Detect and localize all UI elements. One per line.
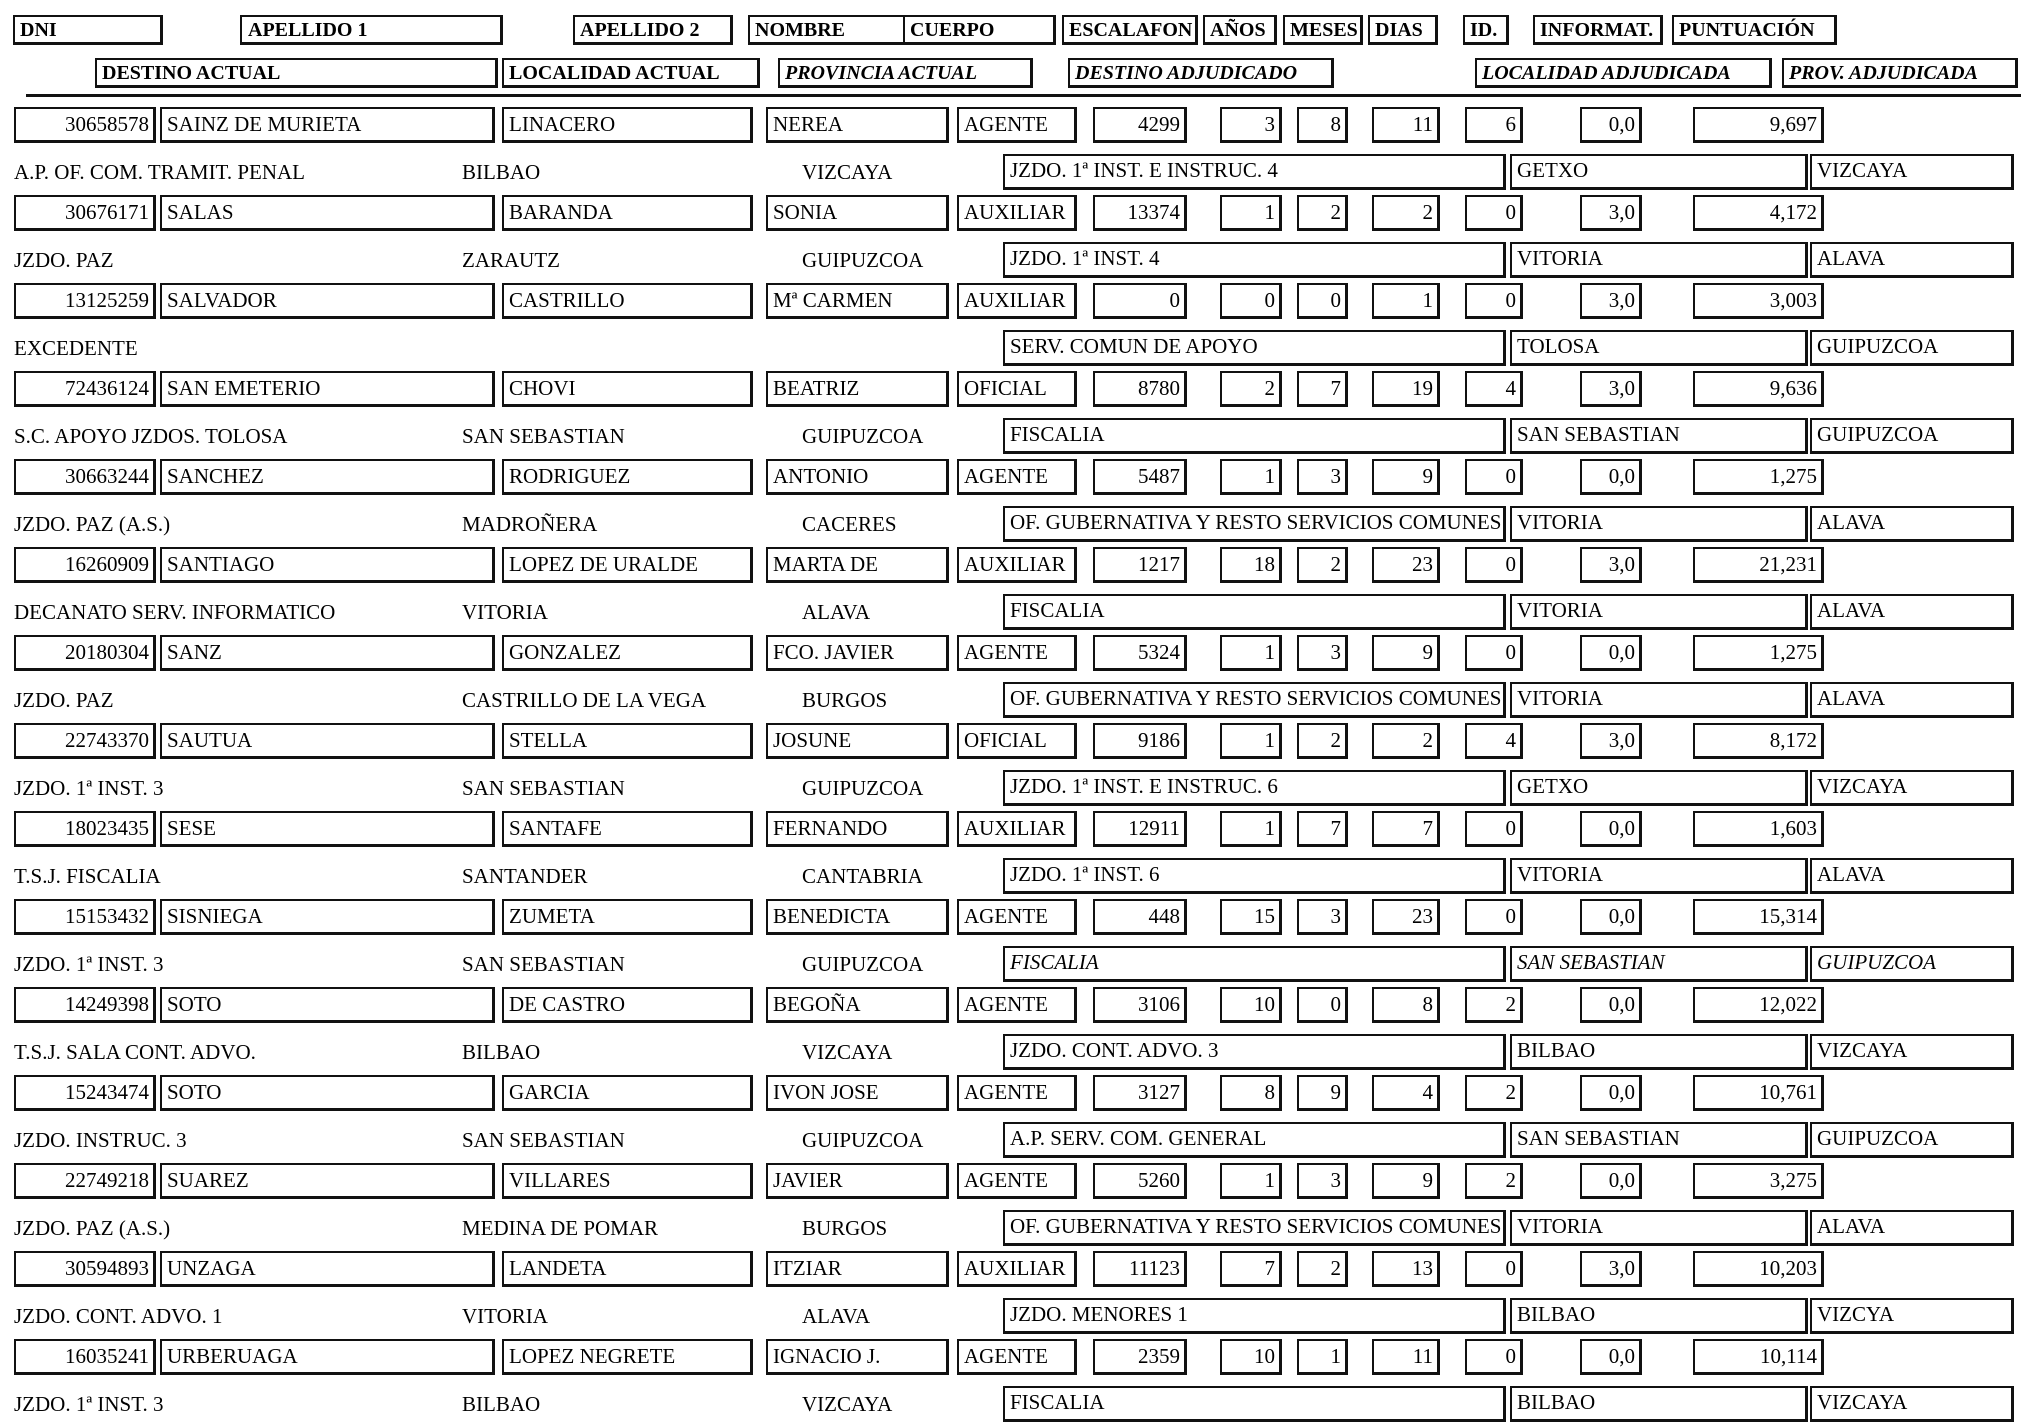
field-anos: 10 (1220, 1339, 1282, 1375)
field-dias: 11 (1372, 107, 1440, 143)
field-puntuacion: 15,314 (1693, 899, 1824, 935)
field-escalafon: 8780 (1093, 371, 1187, 407)
field-prov-adjudicada: ALAVA (1810, 858, 2014, 894)
text-destino-actual: JZDO. PAZ (A.S.) (14, 1216, 171, 1240)
field-localidad-adjudicada: SAN SEBASTIAN (1510, 1122, 1808, 1158)
field-informat: 3,0 (1580, 195, 1642, 231)
field-destino-adjudicado: A.P. SERV. COM. GENERAL (1003, 1122, 1506, 1158)
field-apellido2: LOPEZ DE URALDE (502, 547, 753, 583)
field-escalafon: 3127 (1093, 1075, 1187, 1111)
text-localidad-actual: MEDINA DE POMAR (462, 1216, 659, 1240)
field-apellido2: RODRIGUEZ (502, 459, 753, 495)
field-prov-adjudicada: ALAVA (1810, 506, 2014, 542)
field-nombre: IVON JOSE (766, 1075, 949, 1111)
text-provincia-actual: CANTABRIA (802, 864, 923, 888)
field-prov-adjudicada: ALAVA (1810, 594, 2014, 630)
field-anos: 1 (1220, 195, 1282, 231)
field-apellido2: GONZALEZ (502, 635, 753, 671)
field-informat: 0,0 (1580, 635, 1642, 671)
field-apellido1: SUAREZ (160, 1163, 495, 1199)
field-anos: 1 (1220, 723, 1282, 759)
text-provincia-actual: VIZCAYA (802, 160, 893, 184)
field-anos: 0 (1220, 283, 1282, 319)
field-escalafon: 448 (1093, 899, 1187, 935)
field-apellido1: SOTO (160, 987, 495, 1023)
field-meses: 8 (1297, 107, 1348, 143)
header-cuerpo: CUERPO (903, 15, 1056, 45)
field-informat: 3,0 (1580, 1251, 1642, 1287)
field-dni: 13125259 (14, 283, 156, 319)
field-dni: 22743370 (14, 723, 156, 759)
field-cuerpo: AGENTE (957, 635, 1077, 671)
header-escalafon: ESCALAFON (1062, 15, 1198, 45)
text-localidad-actual: ZARAUTZ (462, 248, 560, 272)
field-meses: 2 (1297, 547, 1348, 583)
field-dias: 9 (1372, 459, 1440, 495)
field-dias: 8 (1372, 987, 1440, 1023)
field-anos: 1 (1220, 635, 1282, 671)
field-localidad-adjudicada: VITORIA (1510, 594, 1808, 630)
field-cuerpo: OFICIAL (957, 723, 1077, 759)
field-apellido2: LOPEZ NEGRETE (502, 1339, 753, 1375)
field-dni: 16260909 (14, 547, 156, 583)
field-destino-adjudicado: JZDO. 1ª INST. 6 (1003, 858, 1506, 894)
field-localidad-adjudicada: BILBAO (1510, 1034, 1808, 1070)
field-localidad-adjudicada: BILBAO (1510, 1386, 1808, 1422)
field-destino-adjudicado: JZDO. MENORES 1 (1003, 1298, 1506, 1334)
text-destino-actual: JZDO. 1ª INST. 3 (14, 1392, 164, 1416)
field-puntuacion: 1,275 (1693, 635, 1824, 671)
field-informat: 3,0 (1580, 547, 1642, 583)
field-escalafon: 13374 (1093, 195, 1187, 231)
field-destino-adjudicado: OF. GUBERNATIVA Y RESTO SERVICIOS COMUNES (1003, 682, 1506, 718)
field-escalafon: 9186 (1093, 723, 1187, 759)
header-dias: DIAS (1368, 15, 1438, 45)
text-provincia-actual: BURGOS (802, 1216, 888, 1240)
text-provincia-actual: GUIPUZCOA (802, 424, 924, 448)
field-dni: 72436124 (14, 371, 156, 407)
text-destino-actual: A.P. OF. COM. TRAMIT. PENAL (14, 160, 305, 184)
field-meses: 1 (1297, 1339, 1348, 1375)
text-destino-actual: JZDO. 1ª INST. 3 (14, 952, 164, 976)
field-dias: 2 (1372, 723, 1440, 759)
field-meses: 9 (1297, 1075, 1348, 1111)
field-meses: 3 (1297, 635, 1348, 671)
field-meses: 0 (1297, 987, 1348, 1023)
field-destino-adjudicado: OF. GUBERNATIVA Y RESTO SERVICIOS COMUNES (1003, 1210, 1506, 1246)
field-destino-adjudicado: JZDO. CONT. ADVO. 3 (1003, 1034, 1506, 1070)
field-informat: 0,0 (1580, 459, 1642, 495)
field-id: 0 (1465, 635, 1523, 671)
text-localidad-actual: SAN SEBASTIAN (462, 952, 625, 976)
field-destino-adjudicado: FISCALIA (1003, 418, 1506, 454)
field-localidad-adjudicada: GETXO (1510, 154, 1808, 190)
field-dni: 30676171 (14, 195, 156, 231)
field-dias: 1 (1372, 283, 1440, 319)
field-puntuacion: 9,636 (1693, 371, 1824, 407)
header-localidad-actual: LOCALIDAD ACTUAL (502, 58, 760, 88)
field-apellido1: SAUTUA (160, 723, 495, 759)
field-id: 0 (1465, 195, 1523, 231)
header-apellido2: APELLIDO 2 (573, 15, 733, 45)
field-nombre: MARTA DE (766, 547, 949, 583)
field-puntuacion: 1,603 (1693, 811, 1824, 847)
field-cuerpo: AGENTE (957, 1075, 1077, 1111)
field-nombre: NEREA (766, 107, 949, 143)
field-anos: 18 (1220, 547, 1282, 583)
text-localidad-actual: BILBAO (462, 1392, 541, 1416)
text-destino-actual: T.S.J. SALA CONT. ADVO. (14, 1040, 256, 1064)
field-apellido2: GARCIA (502, 1075, 753, 1111)
field-puntuacion: 9,697 (1693, 107, 1824, 143)
field-dias: 13 (1372, 1251, 1440, 1287)
field-puntuacion: 10,203 (1693, 1251, 1824, 1287)
field-anos: 3 (1220, 107, 1282, 143)
field-anos: 8 (1220, 1075, 1282, 1111)
field-cuerpo: AGENTE (957, 987, 1077, 1023)
field-anos: 1 (1220, 1163, 1282, 1199)
field-cuerpo: AUXILIAR (957, 547, 1077, 583)
text-provincia-actual: BURGOS (802, 688, 888, 712)
field-nombre: FCO. JAVIER (766, 635, 949, 671)
header-destino-adjudicado: DESTINO ADJUDICADO (1068, 58, 1334, 88)
field-puntuacion: 12,022 (1693, 987, 1824, 1023)
field-informat: 3,0 (1580, 283, 1642, 319)
field-dias: 11 (1372, 1339, 1440, 1375)
field-meses: 3 (1297, 459, 1348, 495)
field-dias: 9 (1372, 635, 1440, 671)
field-puntuacion: 21,231 (1693, 547, 1824, 583)
field-destino-adjudicado: OF. GUBERNATIVA Y RESTO SERVICIOS COMUNES (1003, 506, 1506, 542)
field-dias: 23 (1372, 547, 1440, 583)
field-prov-adjudicada: ALAVA (1810, 1210, 2014, 1246)
field-id: 4 (1465, 723, 1523, 759)
field-dni: 30663244 (14, 459, 156, 495)
field-apellido1: SALAS (160, 195, 495, 231)
field-destino-adjudicado: FISCALIA (1003, 594, 1506, 630)
field-apellido2: STELLA (502, 723, 753, 759)
header-apellido1: APELLIDO 1 (240, 15, 503, 45)
field-dni: 15243474 (14, 1075, 156, 1111)
text-destino-actual: JZDO. PAZ (14, 248, 114, 272)
field-apellido1: SESE (160, 811, 495, 847)
field-prov-adjudicada: GUIPUZCOA (1810, 1122, 2014, 1158)
field-escalafon: 4299 (1093, 107, 1187, 143)
field-meses: 7 (1297, 371, 1348, 407)
field-anos: 15 (1220, 899, 1282, 935)
field-dias: 9 (1372, 1163, 1440, 1199)
field-apellido1: SISNIEGA (160, 899, 495, 935)
field-apellido1: UNZAGA (160, 1251, 495, 1287)
text-destino-actual: DECANATO SERV. INFORMATICO (14, 600, 336, 624)
field-localidad-adjudicada: TOLOSA (1510, 330, 1808, 366)
header-informat: INFORMAT. (1533, 15, 1663, 45)
field-nombre: BEATRIZ (766, 371, 949, 407)
field-escalafon: 5260 (1093, 1163, 1187, 1199)
text-localidad-actual: CASTRILLO DE LA VEGA (462, 688, 707, 712)
field-destino-adjudicado: SERV. COMUN DE APOYO (1003, 330, 1506, 366)
field-prov-adjudicada: GUIPUZCOA (1810, 418, 2014, 454)
field-dni: 30594893 (14, 1251, 156, 1287)
field-informat: 0,0 (1580, 107, 1642, 143)
field-apellido1: SAN EMETERIO (160, 371, 495, 407)
field-id: 2 (1465, 1163, 1523, 1199)
header-prov-adjudicada: PROV. ADJUDICADA (1782, 58, 2018, 88)
field-prov-adjudicada: VIZCAYA (1810, 1386, 2014, 1422)
field-escalafon: 5487 (1093, 459, 1187, 495)
field-id: 0 (1465, 811, 1523, 847)
field-nombre: JAVIER (766, 1163, 949, 1199)
field-nombre: IGNACIO J. (766, 1339, 949, 1375)
field-cuerpo: AUXILIAR (957, 195, 1077, 231)
field-prov-adjudicada: VIZCAYA (1810, 1034, 2014, 1070)
field-prov-adjudicada: VIZCAYA (1810, 770, 2014, 806)
field-prov-adjudicada: ALAVA (1810, 682, 2014, 718)
text-provincia-actual: VIZCAYA (802, 1392, 893, 1416)
text-provincia-actual: CACERES (802, 512, 897, 536)
field-cuerpo: AGENTE (957, 459, 1077, 495)
text-destino-actual: JZDO. PAZ (A.S.) (14, 512, 171, 536)
field-dias: 2 (1372, 195, 1440, 231)
field-apellido1: SANZ (160, 635, 495, 671)
field-apellido1: SOTO (160, 1075, 495, 1111)
text-localidad-actual: SAN SEBASTIAN (462, 776, 625, 800)
text-localidad-actual: VITORIA (462, 1304, 548, 1328)
text-localidad-actual: SAN SEBASTIAN (462, 424, 625, 448)
field-destino-adjudicado: JZDO. 1ª INST. E INSTRUC. 6 (1003, 770, 1506, 806)
field-prov-adjudicada: GUIPUZCOA (1810, 946, 2014, 982)
field-meses: 3 (1297, 1163, 1348, 1199)
field-dni: 20180304 (14, 635, 156, 671)
field-informat: 3,0 (1580, 723, 1642, 759)
field-id: 0 (1465, 459, 1523, 495)
field-escalafon: 5324 (1093, 635, 1187, 671)
field-puntuacion: 3,003 (1693, 283, 1824, 319)
text-provincia-actual: ALAVA (802, 600, 871, 624)
field-apellido2: CASTRILLO (502, 283, 753, 319)
field-meses: 7 (1297, 811, 1348, 847)
text-localidad-actual: BILBAO (462, 160, 541, 184)
field-cuerpo: AUXILIAR (957, 811, 1077, 847)
field-puntuacion: 3,275 (1693, 1163, 1824, 1199)
field-apellido1: SANCHEZ (160, 459, 495, 495)
header-divider (26, 94, 2021, 97)
field-localidad-adjudicada: SAN SEBASTIAN (1510, 946, 1808, 982)
field-prov-adjudicada: VIZCAYA (1810, 154, 2014, 190)
header-anos: AÑOS (1203, 15, 1277, 45)
text-localidad-actual: SANTANDER (462, 864, 588, 888)
header-provincia-actual: PROVINCIA ACTUAL (778, 58, 1033, 88)
field-id: 4 (1465, 371, 1523, 407)
field-informat: 0,0 (1580, 1075, 1642, 1111)
field-anos: 7 (1220, 1251, 1282, 1287)
field-anos: 1 (1220, 459, 1282, 495)
text-destino-actual: JZDO. PAZ (14, 688, 114, 712)
text-destino-actual: EXCEDENTE (14, 336, 138, 360)
text-provincia-actual: GUIPUZCOA (802, 248, 924, 272)
field-dni: 18023435 (14, 811, 156, 847)
field-nombre: Mª CARMEN (766, 283, 949, 319)
field-apellido2: BARANDA (502, 195, 753, 231)
text-localidad-actual: MADROÑERA (462, 512, 598, 536)
field-informat: 3,0 (1580, 371, 1642, 407)
field-apellido1: SAINZ DE MURIETA (160, 107, 495, 143)
field-dias: 4 (1372, 1075, 1440, 1111)
header-id: ID. (1463, 15, 1509, 45)
field-dias: 23 (1372, 899, 1440, 935)
field-prov-adjudicada: ALAVA (1810, 242, 2014, 278)
field-dni: 30658578 (14, 107, 156, 143)
field-cuerpo: AUXILIAR (957, 283, 1077, 319)
field-cuerpo: AGENTE (957, 1339, 1077, 1375)
field-escalafon: 3106 (1093, 987, 1187, 1023)
field-destino-adjudicado: FISCALIA (1003, 1386, 1506, 1422)
field-dni: 15153432 (14, 899, 156, 935)
header-meses: MESES (1283, 15, 1363, 45)
text-localidad-actual: BILBAO (462, 1040, 541, 1064)
field-puntuacion: 10,761 (1693, 1075, 1824, 1111)
field-localidad-adjudicada: VITORIA (1510, 858, 1808, 894)
text-provincia-actual: VIZCAYA (802, 1040, 893, 1064)
text-destino-actual: JZDO. CONT. ADVO. 1 (14, 1304, 223, 1328)
field-meses: 2 (1297, 195, 1348, 231)
header-puntuacion: PUNTUACIÓN (1672, 15, 1837, 45)
field-localidad-adjudicada: VITORIA (1510, 682, 1808, 718)
text-destino-actual: JZDO. INSTRUC. 3 (14, 1128, 187, 1152)
field-destino-adjudicado: JZDO. 1ª INST. 4 (1003, 242, 1506, 278)
field-escalafon: 2359 (1093, 1339, 1187, 1375)
field-destino-adjudicado: JZDO. 1ª INST. E INSTRUC. 4 (1003, 154, 1506, 190)
field-cuerpo: AUXILIAR (957, 1251, 1077, 1287)
field-dias: 19 (1372, 371, 1440, 407)
field-id: 0 (1465, 899, 1523, 935)
field-id: 2 (1465, 1075, 1523, 1111)
field-id: 0 (1465, 1339, 1523, 1375)
field-id: 0 (1465, 547, 1523, 583)
field-apellido2: LINACERO (502, 107, 753, 143)
field-anos: 10 (1220, 987, 1282, 1023)
header-nombre: NOMBRE (748, 15, 908, 45)
field-puntuacion: 1,275 (1693, 459, 1824, 495)
header-localidad-adjudicada: LOCALIDAD ADJUDICADA (1475, 58, 1772, 88)
field-nombre: FERNANDO (766, 811, 949, 847)
field-dni: 16035241 (14, 1339, 156, 1375)
field-apellido2: CHOVI (502, 371, 753, 407)
field-localidad-adjudicada: VITORIA (1510, 242, 1808, 278)
field-meses: 3 (1297, 899, 1348, 935)
field-escalafon: 0 (1093, 283, 1187, 319)
field-nombre: ANTONIO (766, 459, 949, 495)
field-dni: 14249398 (14, 987, 156, 1023)
field-id: 6 (1465, 107, 1523, 143)
field-informat: 0,0 (1580, 1339, 1642, 1375)
field-prov-adjudicada: VIZCYA (1810, 1298, 2014, 1334)
field-meses: 0 (1297, 283, 1348, 319)
field-puntuacion: 4,172 (1693, 195, 1824, 231)
field-escalafon: 1217 (1093, 547, 1187, 583)
text-localidad-actual: VITORIA (462, 600, 548, 624)
field-dias: 7 (1372, 811, 1440, 847)
field-id: 0 (1465, 1251, 1523, 1287)
field-nombre: SONIA (766, 195, 949, 231)
text-localidad-actual: SAN SEBASTIAN (462, 1128, 625, 1152)
field-id: 0 (1465, 283, 1523, 319)
field-puntuacion: 8,172 (1693, 723, 1824, 759)
field-localidad-adjudicada: VITORIA (1510, 1210, 1808, 1246)
text-provincia-actual: GUIPUZCOA (802, 776, 924, 800)
field-dni: 22749218 (14, 1163, 156, 1199)
field-escalafon: 11123 (1093, 1251, 1187, 1287)
header-dni: DNI (13, 15, 163, 45)
field-apellido2: DE CASTRO (502, 987, 753, 1023)
field-apellido1: SANTIAGO (160, 547, 495, 583)
field-cuerpo: AGENTE (957, 107, 1077, 143)
header-destino-actual: DESTINO ACTUAL (95, 58, 498, 88)
field-prov-adjudicada: GUIPUZCOA (1810, 330, 2014, 366)
field-nombre: BEGOÑA (766, 987, 949, 1023)
field-localidad-adjudicada: BILBAO (1510, 1298, 1808, 1334)
field-informat: 0,0 (1580, 987, 1642, 1023)
field-informat: 0,0 (1580, 899, 1642, 935)
field-escalafon: 12911 (1093, 811, 1187, 847)
text-provincia-actual: GUIPUZCOA (802, 1128, 924, 1152)
field-informat: 0,0 (1580, 811, 1642, 847)
field-nombre: JOSUNE (766, 723, 949, 759)
field-apellido2: ZUMETA (502, 899, 753, 935)
field-localidad-adjudicada: VITORIA (1510, 506, 1808, 542)
text-destino-actual: S.C. APOYO JZDOS. TOLOSA (14, 424, 288, 448)
field-puntuacion: 10,114 (1693, 1339, 1824, 1375)
field-meses: 2 (1297, 1251, 1348, 1287)
field-apellido1: URBERUAGA (160, 1339, 495, 1375)
field-localidad-adjudicada: GETXO (1510, 770, 1808, 806)
field-cuerpo: AGENTE (957, 1163, 1077, 1199)
field-id: 2 (1465, 987, 1523, 1023)
field-nombre: ITZIAR (766, 1251, 949, 1287)
field-cuerpo: AGENTE (957, 899, 1077, 935)
field-anos: 2 (1220, 371, 1282, 407)
field-nombre: BENEDICTA (766, 899, 949, 935)
field-apellido2: VILLARES (502, 1163, 753, 1199)
text-destino-actual: T.S.J. FISCALIA (14, 864, 161, 888)
field-apellido1: SALVADOR (160, 283, 495, 319)
text-provincia-actual: ALAVA (802, 1304, 871, 1328)
field-anos: 1 (1220, 811, 1282, 847)
text-provincia-actual: GUIPUZCOA (802, 952, 924, 976)
field-informat: 0,0 (1580, 1163, 1642, 1199)
field-apellido2: SANTAFE (502, 811, 753, 847)
field-apellido2: LANDETA (502, 1251, 753, 1287)
text-destino-actual: JZDO. 1ª INST. 3 (14, 776, 164, 800)
field-localidad-adjudicada: SAN SEBASTIAN (1510, 418, 1808, 454)
field-meses: 2 (1297, 723, 1348, 759)
field-destino-adjudicado: FISCALIA (1003, 946, 1506, 982)
field-cuerpo: OFICIAL (957, 371, 1077, 407)
